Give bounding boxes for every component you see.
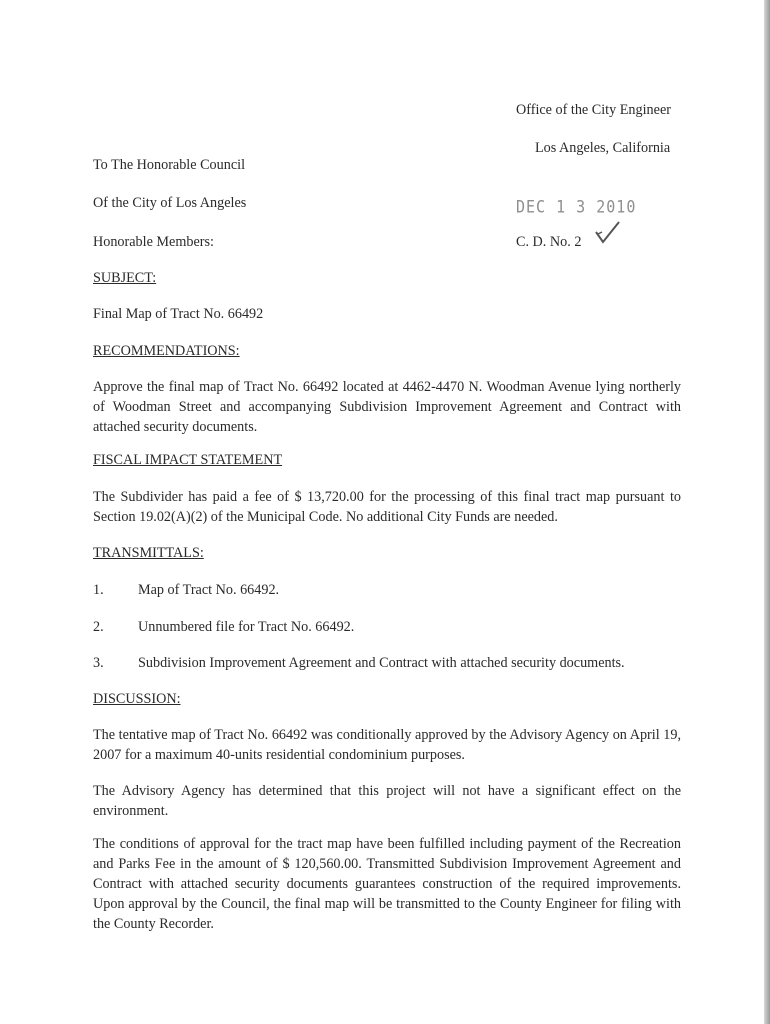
fiscal-text: The Subdivider has paid a fee of $ 13,720.00 for the processing of this final tract map pursuant to Section 19.02(A)(2) of the Municipal Code. No additional City Funds are needed. [93, 489, 681, 525]
date-stamp: DEC 1 3 2010 [516, 196, 637, 218]
transmittal-item: Map of Tract No. 66492. [138, 582, 280, 598]
transmittal-number: 3. [93, 655, 104, 671]
office-title: Office of the City Engineer [516, 102, 671, 118]
discussion-paragraph: The Advisory Agency has determined that this project will not have a significant effect on the environment. [93, 783, 681, 819]
addressee-line2: Of the City of Los Angeles [93, 195, 247, 211]
checkmark-icon [592, 220, 622, 248]
subject-text: Final Map of Tract No. 66492 [93, 306, 264, 322]
page-edge-shadow [764, 0, 770, 1024]
discussion-paragraph: The tentative map of Tract No. 66492 was conditionally approved by the Advisory Agency on April 19, 2007 for a maximum 40-units residential condominium purposes. [93, 727, 681, 763]
addressee-line1: To The Honorable Council [93, 157, 246, 173]
subject-heading: SUBJECT: [93, 270, 157, 286]
transmittal-item: Unnumbered file for Tract No. 66492. [138, 619, 355, 635]
salutation: Honorable Members: [93, 234, 214, 250]
fiscal-heading: FISCAL IMPACT STATEMENT [93, 452, 283, 468]
discussion-paragraph: The conditions of approval for the tract map have been fulfilled including payment of the Recreation and Parks Fee in the amount of $ 120,560.00. Transmitted Subdivision Improvement Agreement and Contract with attached security documents guarantees construction of the required improvements. Upon approval by the Council, the final map will be transmitted to the County Engineer for filing with the County Recorder. [93, 836, 681, 932]
council-district: C. D. No. 2 [516, 234, 582, 250]
recommendations-heading: RECOMMENDATIONS: [93, 343, 240, 359]
recommendations-text: Approve the final map of Tract No. 66492 located at 4462-4470 N. Woodman Avenue lying northerly of Woodman Street and accompanying Subdivision Improvement Agreement and Contract with attached security documents. [93, 379, 681, 435]
transmittal-number: 2. [93, 619, 104, 635]
transmittal-item: Subdivision Improvement Agreement and Contract with attached security documents. [138, 655, 625, 671]
transmittal-number: 1. [93, 582, 104, 598]
discussion-heading: DISCUSSION: [93, 691, 181, 707]
transmittals-heading: TRANSMITTALS: [93, 545, 204, 561]
office-location: Los Angeles, California [535, 140, 671, 156]
